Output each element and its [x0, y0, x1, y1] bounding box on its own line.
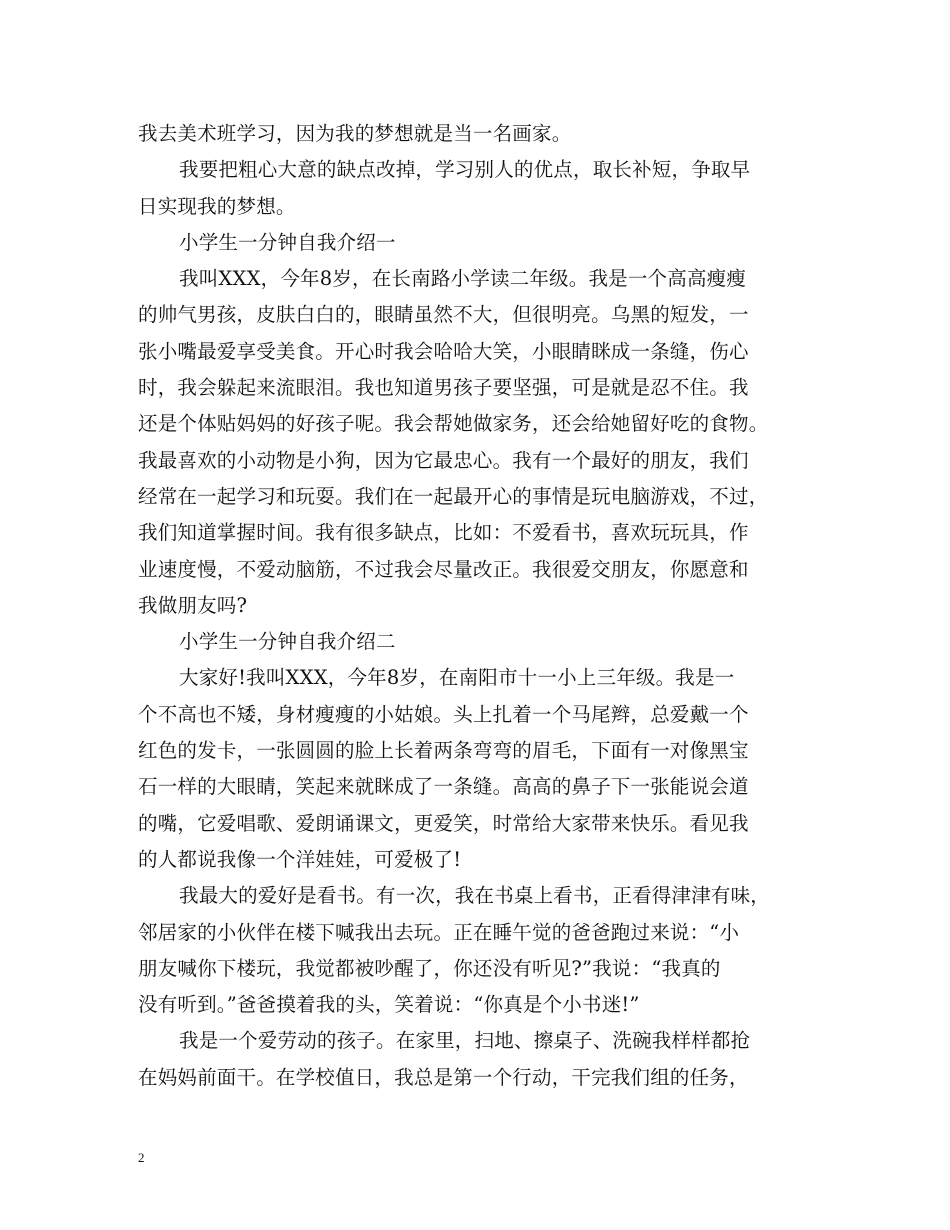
text-line: 我要把粗心大意的缺点改掉，学习别人的优点，取长补短，争取早 [179, 158, 751, 182]
text-line: 时，我会躲起来流眼泪。我也知道男孩子要坚强，可是就是忍不住。我 [138, 376, 749, 400]
text-line: 还是个体贴妈妈的好孩子呢。我会帮她做家务，还会给她留好吃的食物。 [138, 412, 769, 436]
text-line: 的帅气男孩，皮肤白白的，眼睛虽然不大，但很明亮。乌黑的短发，一 [138, 303, 749, 327]
text-line: 我是一个爱劳动的孩子。在家里，扫地、擦桌子、洗碗我样样都抢 [179, 1029, 751, 1053]
text-line: 在妈妈前面干。在学校值日，我总是第一个行动，干完我们组的任务， [138, 1065, 749, 1089]
text-line: 我最喜欢的小动物是小狗，因为它最忠心。我有一个最好的朋友，我们 [138, 448, 749, 472]
text-line: 我最大的爱好是看书。有一次，我在书桌上看书，正看得津津有味， [179, 884, 771, 908]
text-line: 红色的发卡，一张圆圆的脸上长着两条弯弯的眉毛，下面有一对像黑宝 [138, 739, 749, 763]
page-number: 2 [138, 1150, 145, 1165]
text-line: 的人都说我像一个洋娃娃，可爱极了! [138, 847, 462, 871]
body-text [138, 116, 828, 1096]
text-line: 大家好!我叫XXX，今年8岁，在南阳市十一小上三年级。我是一 [179, 666, 735, 690]
text-line: 经常在一起学习和玩耍。我们在一起最开心的事情是玩电脑游戏，不过， [138, 484, 769, 508]
text-line: 个不高也不矮，身材瘦瘦的小姑娘。头上扎着一个马尾辫，总爱戴一个 [138, 702, 749, 726]
section-heading: 小学生一分钟自我介绍一 [179, 230, 396, 254]
text-line: 我去美术班学习，因为我的梦想就是当一名画家。 [138, 122, 572, 145]
text-line: 我们知道掌握时间。我有很多缺点，比如：不爱看书，喜欢玩玩具，作 [138, 521, 749, 545]
text-line: 业速度慢，不爱动脑筋，不过我会尽量改正。我很爱交朋友，你愿意和 [138, 557, 749, 581]
text-line: 邻居家的小伙伴在楼下喊我出去玩。正在睡午觉的爸爸跑过来说：“小 [138, 920, 740, 944]
section-heading: 小学生一分钟自我介绍二 [179, 630, 396, 654]
text-line: 的嘴，它爱唱歌、爱朗诵课文，更爱笑，时常给大家带来快乐。看见我 [138, 811, 749, 835]
text-line: 朋友喊你下楼玩，我觉都被吵醒了，你还没有听见?”我说：“我真的 [138, 956, 721, 980]
text-line: 我做朋友吗? [138, 593, 248, 617]
text-line: 石一样的大眼睛，笑起来就眯成了一条缝。高高的鼻子下一张能说会道 [138, 775, 749, 799]
text-line: 我叫XXX，今年8岁，在长南路小学读二年级。我是一个高高瘦瘦 [179, 267, 747, 291]
text-line: 日实现我的梦想。 [138, 194, 296, 218]
text-line: 没有听到。”爸爸摸着我的头，笑着说：“你真是个小书迷!” [138, 993, 640, 1017]
text-line: 张小嘴最爱享受美食。开心时我会哈哈大笑，小眼睛眯成一条缝，伤心 [138, 339, 749, 363]
